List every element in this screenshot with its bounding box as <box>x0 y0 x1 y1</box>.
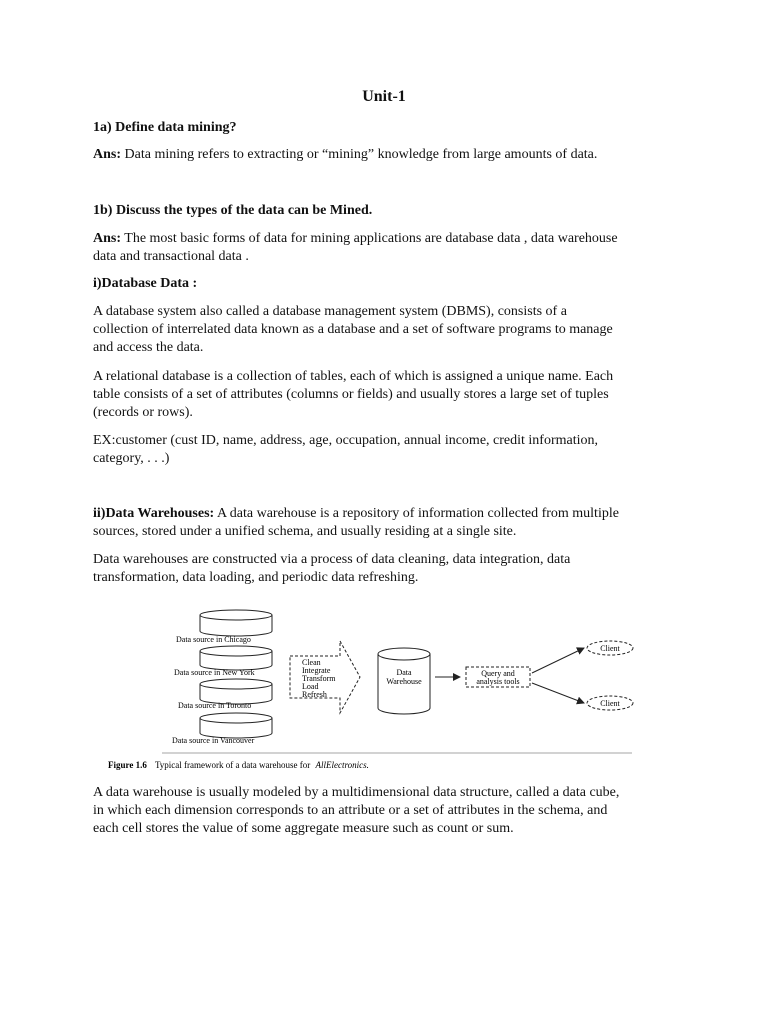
cube-para-line2: in which each dimension corresponds to an attribute or a set of attributes in the schema, and <box>93 803 608 818</box>
dw-para1-text: A data warehouse is a repository of information collected from multiple <box>214 506 619 521</box>
source-label-toronto: Data source in Toronto <box>178 701 252 710</box>
tools-label-line1: Query and <box>481 669 515 678</box>
caption-italic: AllElectronics. <box>315 760 369 770</box>
step-refresh: Refresh <box>302 690 327 699</box>
ans-label: Ans: <box>93 147 122 162</box>
dw-para1-line1 <box>93 505 683 523</box>
dw-para1-line2: sources, stored under a unified schema, and usually residing at a single site. <box>93 524 517 539</box>
dw-para2-line2: transformation, data loading, and periodic data refreshing. <box>93 570 419 585</box>
answer-1b-text: The most basic forms of data for mining applications are database data , data warehouse <box>121 231 618 246</box>
answer-1b-line1 <box>93 230 683 248</box>
arrow-to-client-top <box>532 648 584 673</box>
tools-label-line2: analysis tools <box>476 677 520 686</box>
source-cylinder-chicago <box>200 610 272 636</box>
answer-1b-line2: data and transactional data . <box>93 249 249 264</box>
warehouse-label-line2: Warehouse <box>386 677 422 686</box>
step-integrate: Integrate <box>302 666 331 675</box>
caption-label: Figure 1.6 <box>108 760 147 770</box>
answer-1a <box>93 146 683 164</box>
source-label-chicago: Data source in Chicago <box>176 635 251 644</box>
data-warehouse-figure <box>108 605 640 775</box>
source-cylinder-new-york <box>200 646 272 670</box>
ans-label: Ans: <box>93 231 122 246</box>
db-example-line1: EX:customer (cust ID, name, address, age, occupation, annual income, credit information, <box>93 433 598 448</box>
database-data-heading: i)Database Data : <box>93 276 198 291</box>
data-warehouses-heading: ii)Data Warehouses: <box>93 506 215 521</box>
step-load: Load <box>302 682 319 691</box>
question-1a: 1a) Define data mining? <box>93 120 237 135</box>
warehouse-label-line1: Data <box>396 668 412 677</box>
source-label-vancouver: Data source in Vancouver <box>172 736 255 745</box>
figure-caption <box>108 760 369 770</box>
db-para1-line2: collection of interrelated data known as a database and a set of software programs to manage <box>93 322 613 337</box>
step-transform: Transform <box>302 674 336 683</box>
answer-1a-text: Data mining refers to extracting or “mining” knowledge from large amounts of data. <box>121 147 598 162</box>
page-title: Unit-1 <box>362 88 406 105</box>
db-example-line2: category, . . .) <box>93 451 170 466</box>
client-top-label: Client <box>600 644 620 653</box>
step-clean: Clean <box>302 658 321 667</box>
db-para2-line3: (records or rows). <box>93 405 193 420</box>
caption-text: Typical framework of a data warehouse for <box>154 760 311 770</box>
db-para1-line3: and access the data. <box>93 340 204 355</box>
db-para2-line1: A relational database is a collection of tables, each of which is assigned a unique name. Each <box>93 369 614 384</box>
cube-para-line1: A data warehouse is usually modeled by a multidimensional data structure, called a data cube, <box>93 785 620 800</box>
source-label-new-york: Data source in New York <box>174 668 255 677</box>
dw-para2-line1: Data warehouses are constructed via a process of data cleaning, data integration, data <box>93 552 571 567</box>
cube-para-line3: each cell stores the value of some aggregate measure such as count or sum. <box>93 821 514 836</box>
db-para2-line2: table consists of a set of attributes (columns or fields) and usually stores a large set of tuples <box>93 387 609 402</box>
arrow-to-client-bottom <box>532 683 584 703</box>
question-1b: 1b) Discuss the types of the data can be Mined. <box>93 203 373 218</box>
db-para1-line1: A database system also called a database management system (DBMS), consists of a <box>93 304 567 319</box>
source-cylinder-vancouver <box>200 713 272 738</box>
client-bottom-label: Client <box>600 699 620 708</box>
